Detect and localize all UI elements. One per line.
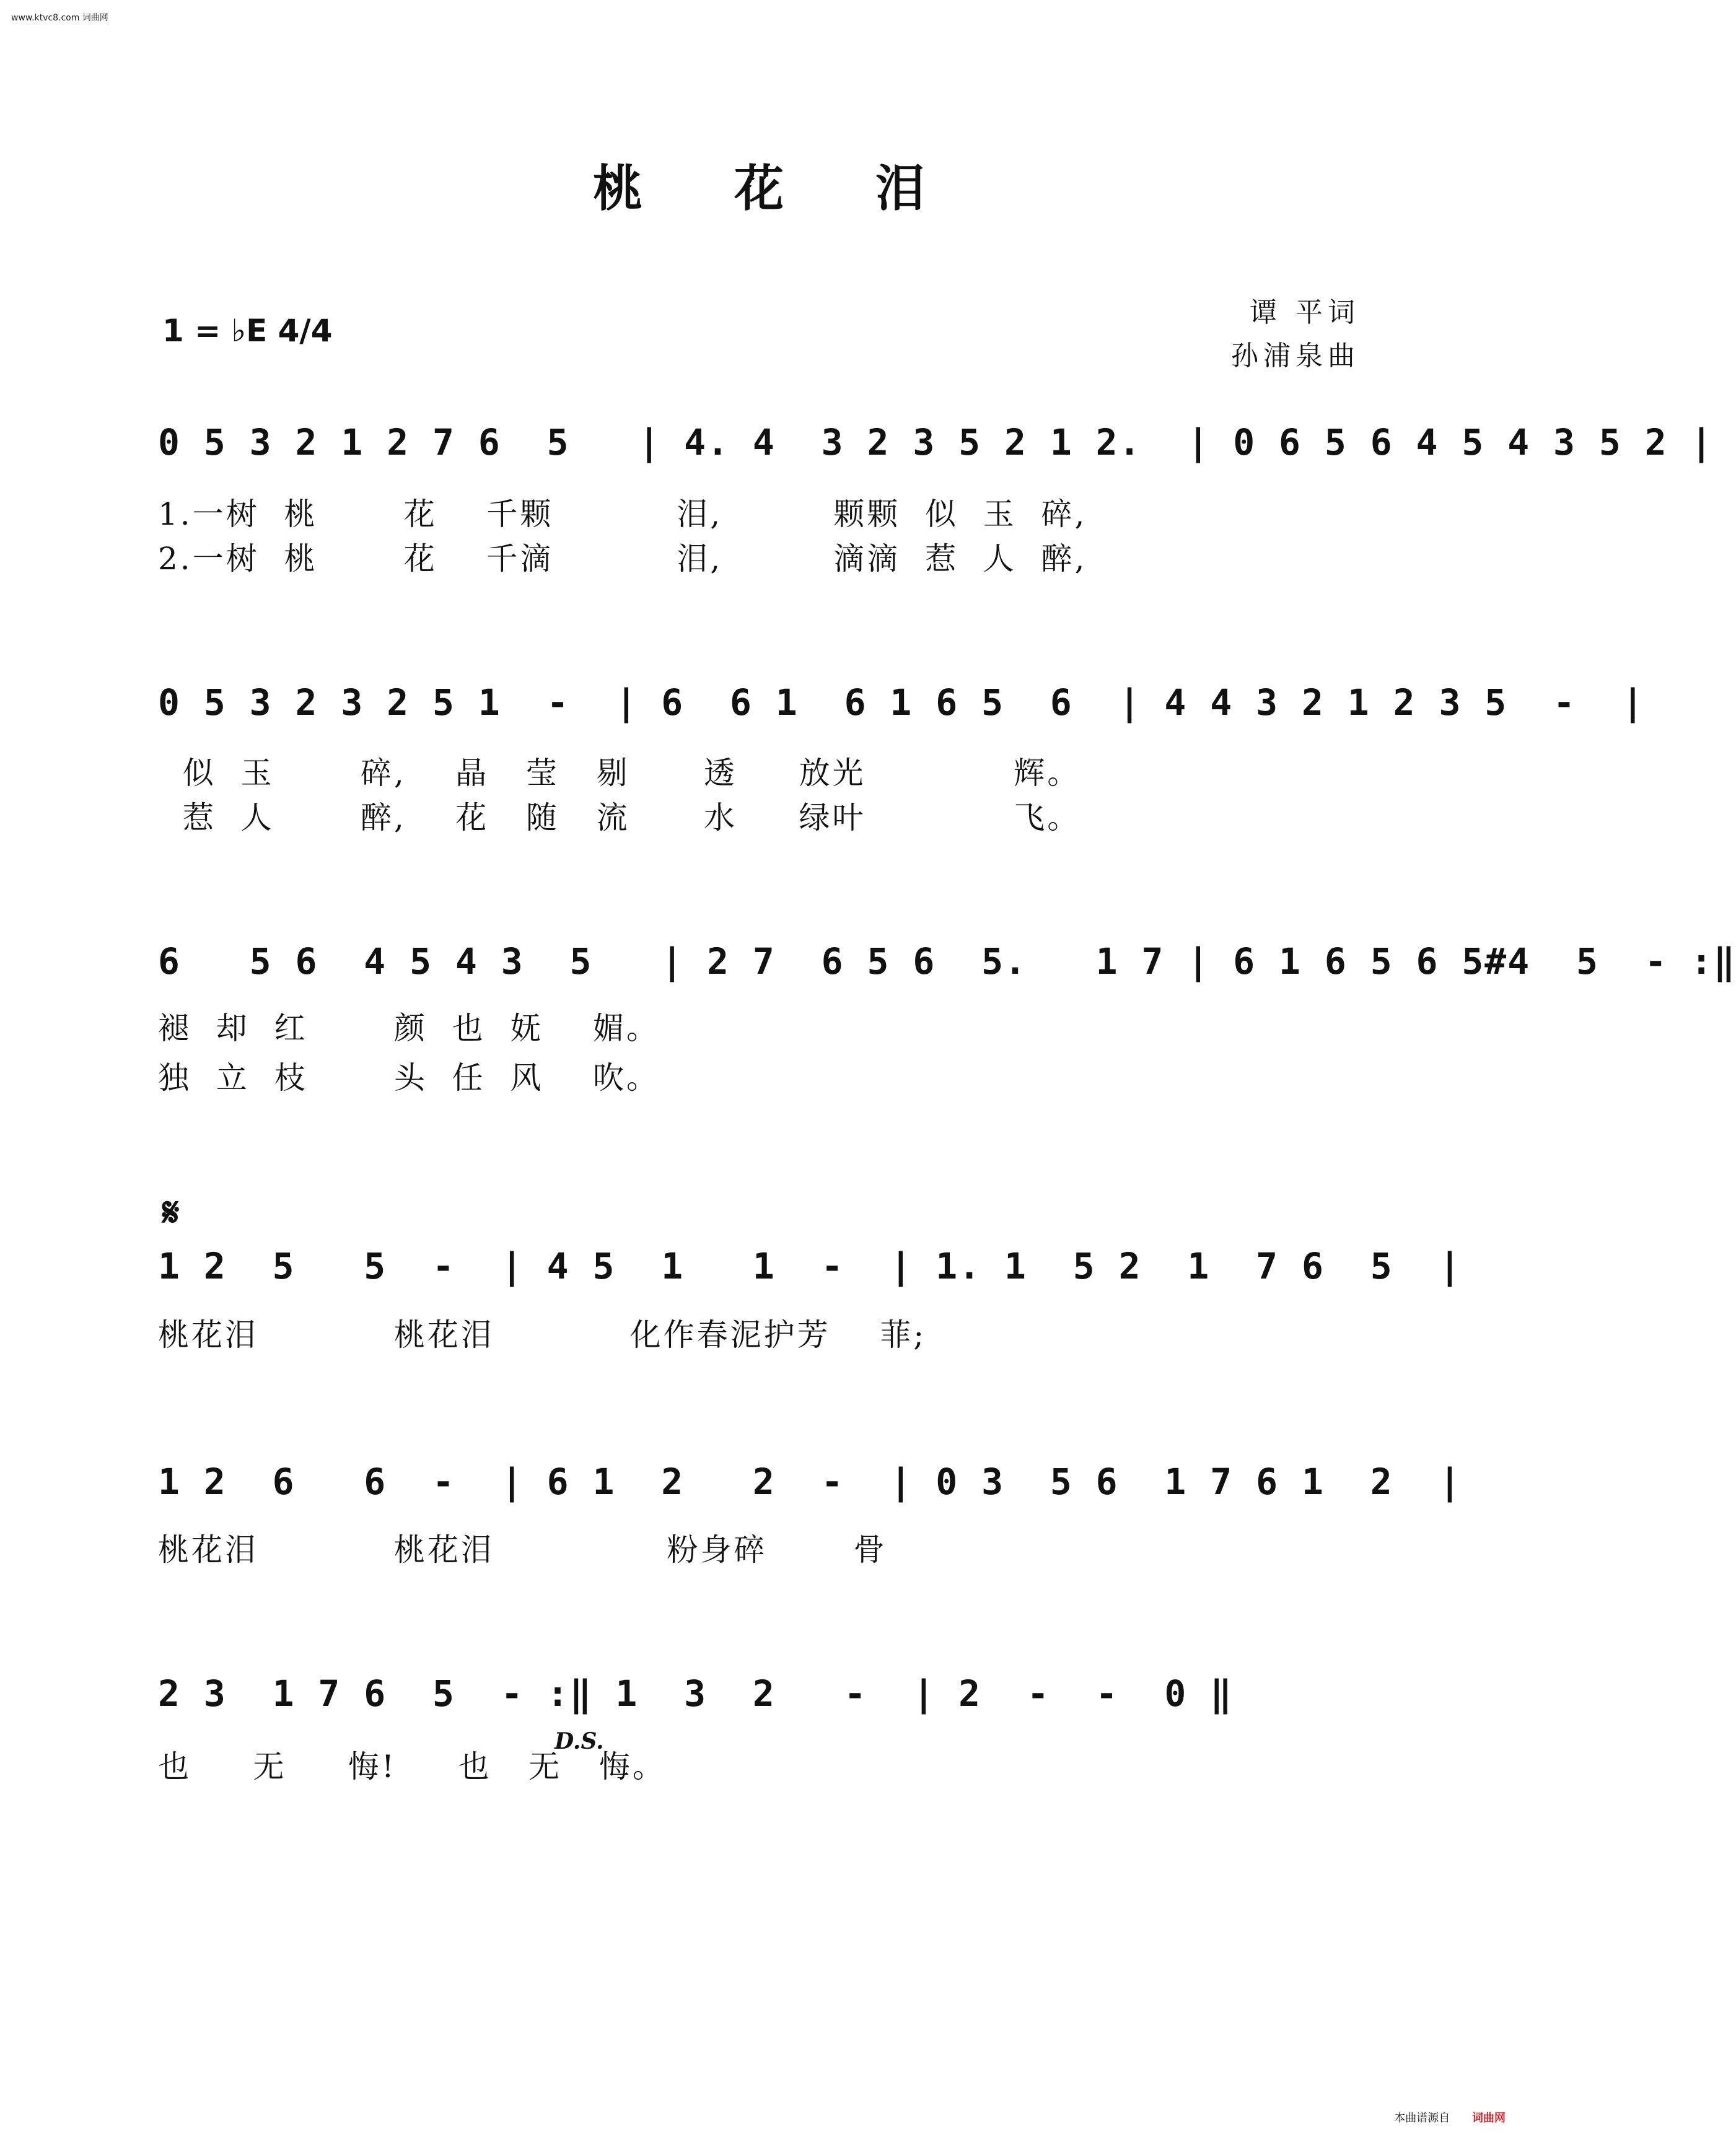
footer [1394, 2109, 1506, 2125]
dal-segno-marking: D.S. [555, 1728, 604, 1754]
lyrics: 也 无 悔! 也 无 悔。 [158, 1749, 666, 1785]
lyrics-verse-1: 1.一树 桃 花 千颗 泪, 颗颗 似 玉 碎, [158, 496, 1087, 532]
footer-text: 本曲谱源自 [1394, 2112, 1450, 2125]
key-signature: 1 = ♭E 4/4 [162, 313, 333, 349]
credits [1231, 291, 1360, 378]
right-watermark [1508, 0, 1517, 2134]
notes: 0 5 3 2 3 2 5 1 - | 6 6 1 6 1 6 5 6 | 4 4 3 2 1 2 3 5 - | [158, 681, 1645, 724]
lyrics-verse-2: 独 立 枝 头 任 风 吹。 [158, 1060, 660, 1096]
notes: 1 2 6 6 - | 6 1 2 2 - | 0 3 5 6 1 7 6 1 2 | [158, 1461, 1462, 1503]
site-url: www.ktvc8.com 词曲网 [11, 13, 108, 23]
notes: 1 2 5 5 - | 4 5 1 1 - | 1. 1 5 2 1 7 6 5 | [158, 1245, 1462, 1287]
page-title: 桃 花 泪 [593, 159, 962, 217]
left-watermark [1, 0, 10, 2134]
footer-brand[interactable]: 词曲网 [1472, 2112, 1506, 2125]
lyrics-verse-2: 惹 人 醉, 花 随 流 水 绿叶 飞。 [158, 800, 1081, 836]
notes: 0 5 3 2 1 2 7 6 5 | 4. 4 3 2 3 5 2 1 2. | 0 6 5 6 4 5 4 3 5 2 | [158, 421, 1714, 463]
lyricist: 谭 平词 [1250, 297, 1360, 328]
lyrics-verse-1: 似 玉 碎, 晶 莹 剔 透 放光 辉。 [158, 755, 1081, 791]
composer: 孙浦泉曲 [1231, 340, 1360, 372]
segno-icon: 𝄋 [162, 1189, 180, 1236]
notes: 2 3 1 7 6 5 - :‖ 1 3 2 - | 2 - - 0 ‖ [158, 1673, 1234, 1715]
notes: 6 5 6 4 5 4 3 5 | 2 7 6 5 6 5. 1 7 | 6 1 6 5 6 5#4 5 - :‖ [158, 940, 1736, 982]
lyrics-verse-1: 褪 却 红 颜 也 妩 媚。 [158, 1010, 660, 1046]
lyrics-verse-2: 2.一树 桃 花 千滴 泪, 滴滴 惹 人 醉, [158, 541, 1087, 577]
lyrics: 桃花泪 桃花泪 化作春泥护芳 菲; [158, 1317, 927, 1353]
lyrics: 桃花泪 桃花泪 粉身碎 骨 [158, 1532, 887, 1568]
